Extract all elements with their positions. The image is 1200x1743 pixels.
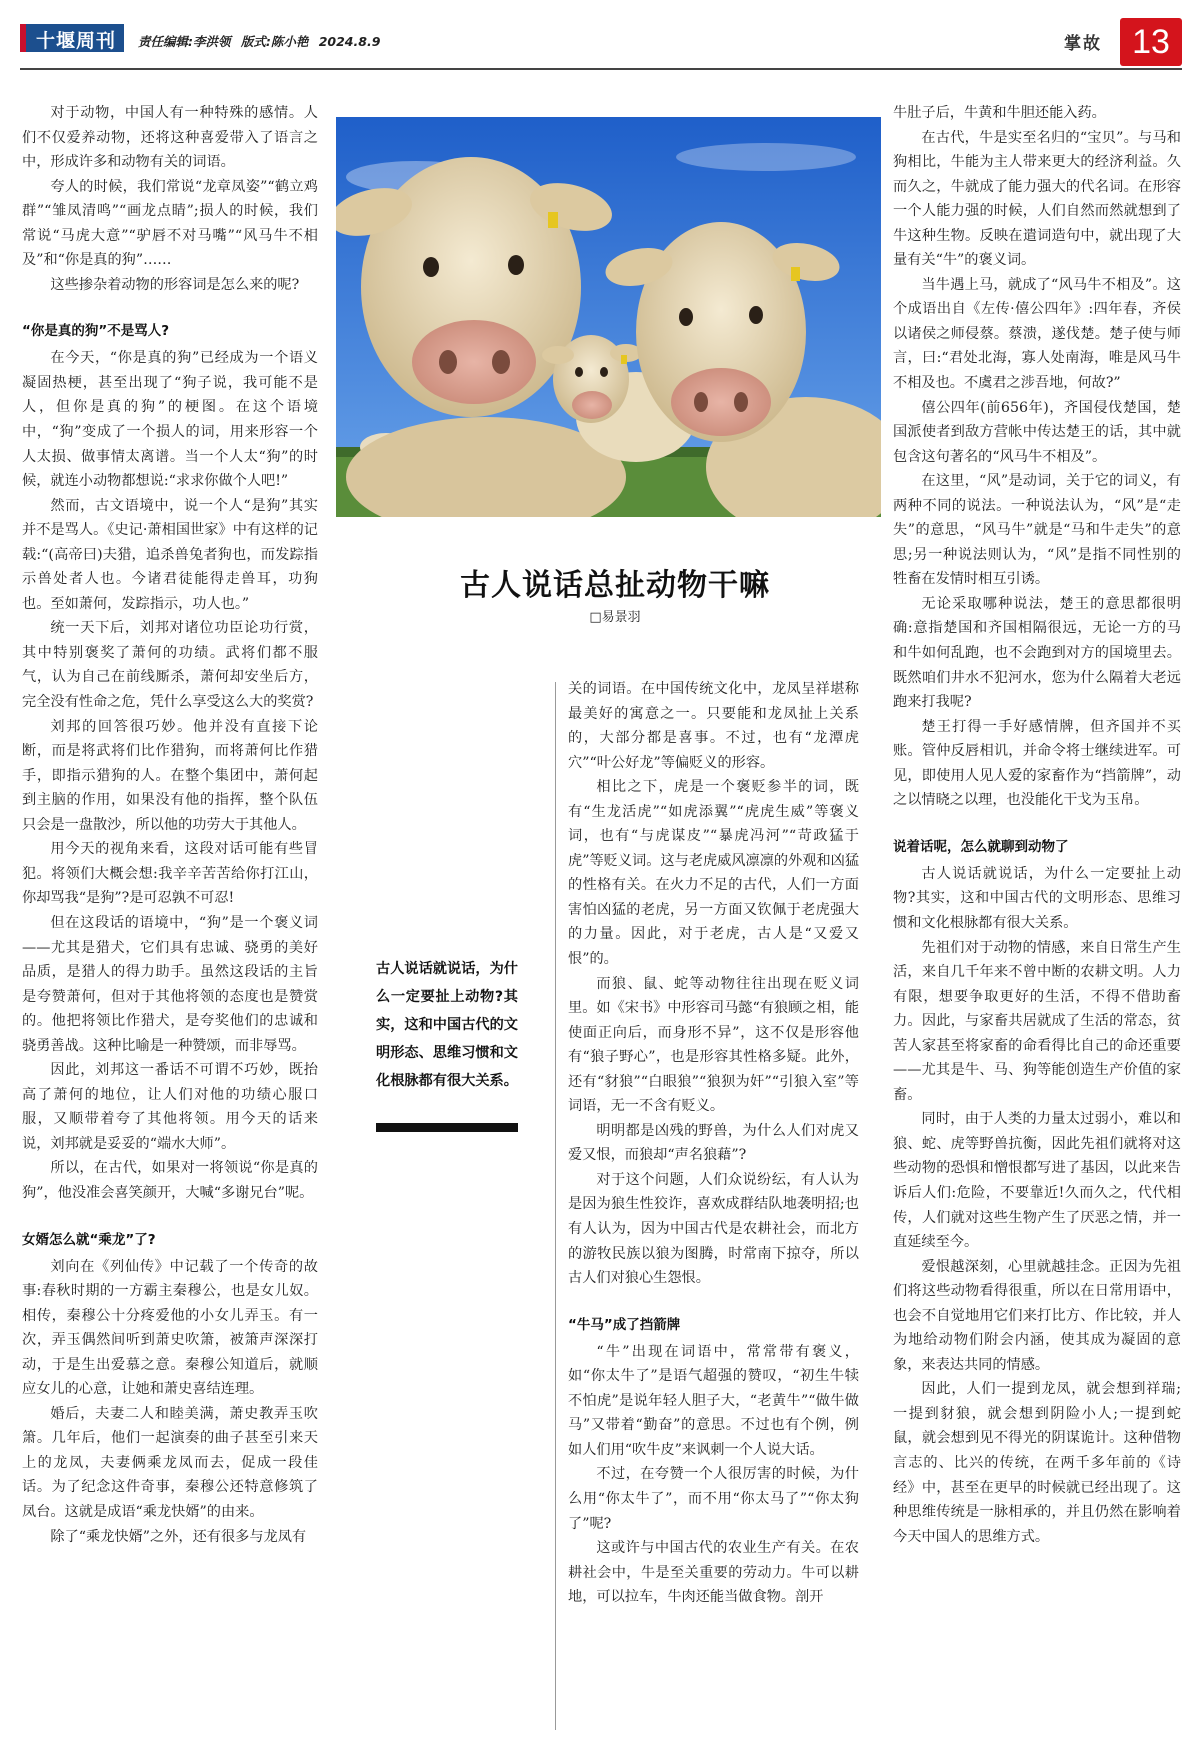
paragraph: 在今天，“你是真的狗”已经成为一个语义凝固热梗，甚至出现了“狗子说，我可能不是人，但你是真的狗”的梗图。在这个语境中，“狗”变成了一个损人的词，用来形容一个人太损、做事情太离谱。当一个人太“狗”的时候，就连小动物都想说:“求求你做个人吧!” [22,350,318,490]
paragraph: 所以，在古代，如果对一将领说“你是真的狗”，他没准会喜笑颜开，大喊“多谢兄台”呢。 [22,1160,318,1201]
paragraph: 僖公四年(前656年)，齐国侵伐楚国，楚国派使者到敌方营帐中传达楚王的话，其中就包含这句著名的“风马牛不相及”。 [893,399,1181,465]
paragraph: 用今天的视角来看，这段对话可能有些冒犯。将领们大概会想:我辛辛苦苦给你打江山，你却骂我“是狗”?是可忍孰不可忍! [22,841,318,907]
paragraph: 因此，人们一提到龙凤，就会想到祥瑞;一提到豺狼，就会想到阴险小人;一提到蛇鼠，就会想到见不得光的阴谋诡计。这种借物言志的、比兴的传统，在两千多年前的《诗经》中，甚至在更早的时候就已经出现了。这种思维传统是一脉相承的，并且仍然在影响着今天中国人的思维方式。 [893,1381,1181,1545]
paragraph: 然而，古文语境中，说一个人“是狗”其实并不是骂人。《史记·萧相国世家》中有这样的记载:“(高帝曰)夫猎，追杀兽兔者狗也，而发踪指示兽处者人也。今诸君徒能得走兽耳，功狗也。至如萧何，发踪指示，功人也。” [22,497,318,612]
paragraph: 统一天下后，刘邦对诸位功臣论功行赏，其中特别褒奖了萧何的功绩。武将们都不服气，认为自己在前线厮杀，萧何却安坐后方，完全没有性命之危，凭什么享受这么大的奖赏? [22,620,318,711]
paragraph: 但在这段话的语境中，“狗”是一个褒义词——尤其是猎犬，它们具有忠诚、骁勇的美好品质，是猎人的得力助手。虽然这段话的主旨是夸赞萧何，但对于其他将领的态度也是赞赏的。他把将领比作猎犬，是夸奖他们的忠诚和骁勇善战。这种比喻是一种赞颂，而非辱骂。 [22,914,318,1054]
masthead-logo-text: 十堰周刊 [36,30,117,52]
paragraph: 婚后，夫妻二人和睦美满，萧史教弄玉吹箫。几年后，他们一起演奏的曲子甚至引来天上的龙凤，夫妻俩乘龙凤而去，促成一段佳话。为了纪念这件奇事，秦穆公还特意修筑了凤台。这就是成语“乘龙快婿”的由来。 [22,1405,318,1520]
header-divider [20,68,1182,70]
paragraph: 对于动物，中国人有一种特殊的感情。人们不仅爱养动物，还将这种喜爱带入了语言之中，形成许多和动物有关的词语。 [22,105,318,171]
column-1 [22,101,318,1731]
editor-name: 责任编辑:李洪领 [138,34,231,49]
pull-quote: 古人说话就说话，为什么一定要扯上动物?其实，这和中国古代的文明形态、思维习惯和文化根脉都有很大关系。 [376,961,518,1089]
issue-date: 2024.8.9 [318,34,381,49]
article-author: □易景羽 [589,610,641,625]
column-2 [568,677,859,1732]
column-divider [555,682,556,1730]
paragraph: 除了“乘龙快婿”之外，还有很多与龙凤有 [50,1528,307,1545]
article-title: 古人说话总扯动物干嘛 [460,568,770,603]
layout-credit: 版式:陈小艳 [240,34,309,49]
paragraph: 先祖们对于动物的情感，来自日常生产生活，来自几千年来不曾中断的农耕文明。人力有限，想要争取更好的生活，不得不借助畜力。因此，与家畜共居就成了生活的常态，贫苦人家甚至将家畜的命看得比自己的命还重要——尤其是牛、马、狗等能创造生产价值的家畜。 [893,939,1181,1103]
subheading: 说着话呢，怎么就聊到动物了 [893,838,1069,855]
paragraph: 同时，由于人类的力量太过弱小，难以和狼、蛇、虎等野兽抗衡，因此先祖们就将对这些动物的恐惧和憎恨都写进了基因，以此来告诉后人们:危险，不要靠近!久而久之，代代相传，人们就对这些生物产生了厌恶之情，并一直延续至今。 [893,1111,1181,1251]
paragraph: 对于这个问题，人们众说纷纭，有人认为是因为狼生性狡诈，喜欢成群结队地袭明招;也有人认为，因为中国古代是农耕社会，而北方的游牧民族以狼为图腾，时常南下掠夺，所以古人们对狼心生怨恨。 [568,1171,859,1287]
paragraph: 不过，在夸赞一个人很厉害的时候，为什么用“你太牛了”，而不用“你太马了”“你太狗了”呢? [568,1466,859,1532]
paragraph: 在古代，牛是实至名归的“宝贝”。与马和狗相比，牛能为主人带来更大的经济利益。久而久之，牛就成了能力强大的代名词。在形容一个人能力强的时候，人们自然而然就想到了牛这种生物。反映在遣词造句中，就出现了大量有关“牛”的褒义词。 [893,129,1181,269]
paragraph: 古人说话就说话，为什么一定要扯上动物?其实，这和中国古代的文明形态、思维习惯和文化根脉都有很大关系。 [893,865,1181,931]
paragraph: 在这里，“风”是动词，关于它的词义，有两种不同的说法。一种说法认为，“风”是“走失”的意思，“风马牛”就是“马和牛走失”的意思;另一种说法则认为，“风”是指不同性别的牲畜在发情时相互引诱。 [893,473,1181,588]
paragraph: 因此，刘邦这一番话不可谓不巧妙，既抬高了萧何的地位，让人们对他的功绩心服口服，又顺带着夸了其他将领。用今天的话来说，刘邦就是妥妥的“端水大师”。 [22,1062,318,1152]
page-header [20,18,1182,64]
paragraph: 刘向在《列仙传》中记载了一个传奇的故事:春秋时期的一方霸主秦穆公，也是女儿奴。相传，秦穆公十分疼爱他的小女儿弄玉。有一次，弄玉偶然间听到萧史吹箫，被箫声深深打动，于是生出爱慕之意。秦穆公知道后，就顺应女儿的心意，让她和萧史喜结连理。 [22,1258,318,1398]
paragraph: 明明都是凶残的野兽，为什么人们对虎又爱又恨，而狼却“声名狼藉”? [568,1122,859,1164]
editor-credits [138,32,386,50]
paragraph: 而狼、鼠、蛇等动物往往出现在贬义词里。如《宋书》中形容司马懿“有狼顾之相，能使面正向后，而身形不异”，这不仅是形容他有“狼子野心”，也是形容其性格多疑。此外，还有“豺狼”“白眼狼”“狼狈为奸”“引狼入室”等词语，无一不含有贬义。 [568,975,859,1115]
paragraph: 相比之下，虎是一个褒贬参半的词，既有“生龙活虎”“如虎添翼”“虎虎生威”等褒义词，也有“与虎谋皮”“暴虎冯河”“苛政猛于虎”等贬义词。这与老虎威风凛凛的外观和凶猛的性格有关。在火力不足的古代，人们一方面害怕凶猛的老虎，另一方面又钦佩于老虎强大的力量。因此，对于老虎，古人是“又爱又恨”的。 [568,779,859,968]
paragraph: 夸人的时候，我们常说“龙章凤姿”“鹤立鸡群”“雏凤清鸣”“画龙点睛”;损人的时候，我们常说“马虎大意”“驴唇不对马嘴”“风马牛不相及”和“你是真的狗”…… [22,178,318,269]
paragraph: 关的词语。在中国传统文化中，龙凤呈祥堪称最美好的寓意之一。只要能和龙凤扯上关系的，大部分都是喜事。不过，也有“龙潭虎穴”“叶公好龙”等偏贬义的形容。 [568,681,859,771]
paragraph: 无论采取哪种说法，楚王的意思都很明确:意指楚国和齐国相隔很远，无论一方的马和牛如何乱跑，也不会跑到对方的国境里去。既然咱们井水不犯河水，您为什么隔着大老远跑来打我呢? [893,595,1181,711]
paragraph: 当牛遇上马，就成了“风马牛不相及”。这个成语出自《左传·僖公四年》:四年春，齐侯以诸侯之师侵蔡。蔡溃，遂伐楚。楚子使与师言，曰:“君处北海，寡人处南海，唯是风马牛不相及也。不虞君之涉吾地，何故?” [893,276,1181,392]
paragraph: 爱恨越深刻，心里就越挂念。正因为先祖们将这些动物看得很重，所以在日常用语中，也会不自觉地用它们来打比方、作比较，并人为地给动物们附会内涵，使其成为凝固的意象，来表达共同的情感。 [893,1258,1181,1373]
masthead-logo [20,24,124,52]
column-3 [893,101,1181,1731]
subheading: “牛马”成了挡箭牌 [568,1316,681,1333]
paragraph: 楚王打得一手好感情牌，但齐国并不买账。管仲反唇相讥，并命令将士继续进军。可见，即使用人见人爱的家畜作为“挡箭牌”，动之以情晓之以理，也没能化干戈为玉帛。 [893,718,1181,809]
section-name: 掌故 [1064,34,1102,54]
pull-quote-bar [376,1123,518,1132]
subheading: 女婿怎么就“乘龙”了? [22,1231,156,1248]
paragraph: 牛肚子后，牛黄和牛胆还能入药。 [893,105,1106,121]
page-number: 13 [1120,18,1182,66]
paragraph: 这或许与中国古代的农业生产有关。在农耕社会中，牛是至关重要的劳动力。牛可以耕地，可以拉车，牛肉还能当做食物。剖开 [568,1540,859,1606]
paragraph: 刘邦的回答很巧妙。他并没有直接下论断，而是将武将们比作猎狗，而将萧何比作猎手，即指示猎狗的人。在整个集团中，萧何起到主脑的作用，如果没有他的指挥，整个队伍只会是一盘散沙，所以他的功劳大于其他人。 [22,718,318,833]
paragraph: 这些掺杂着动物的形容词是怎么来的呢? [50,276,300,293]
subheading: “你是真的狗”不是骂人? [22,323,170,340]
cows-photo [336,117,881,517]
paragraph: “牛”出现在词语中，常常带有褒义，如“你太牛了”是语气超强的赞叹，“初生牛犊不怕虎”是说年轻人胆子大，“老黄牛”“做牛做马”又带着“勤奋”的意思。不过也有个例，例如人们用“吹牛皮”来讽刺一个人说大话。 [568,1343,859,1458]
